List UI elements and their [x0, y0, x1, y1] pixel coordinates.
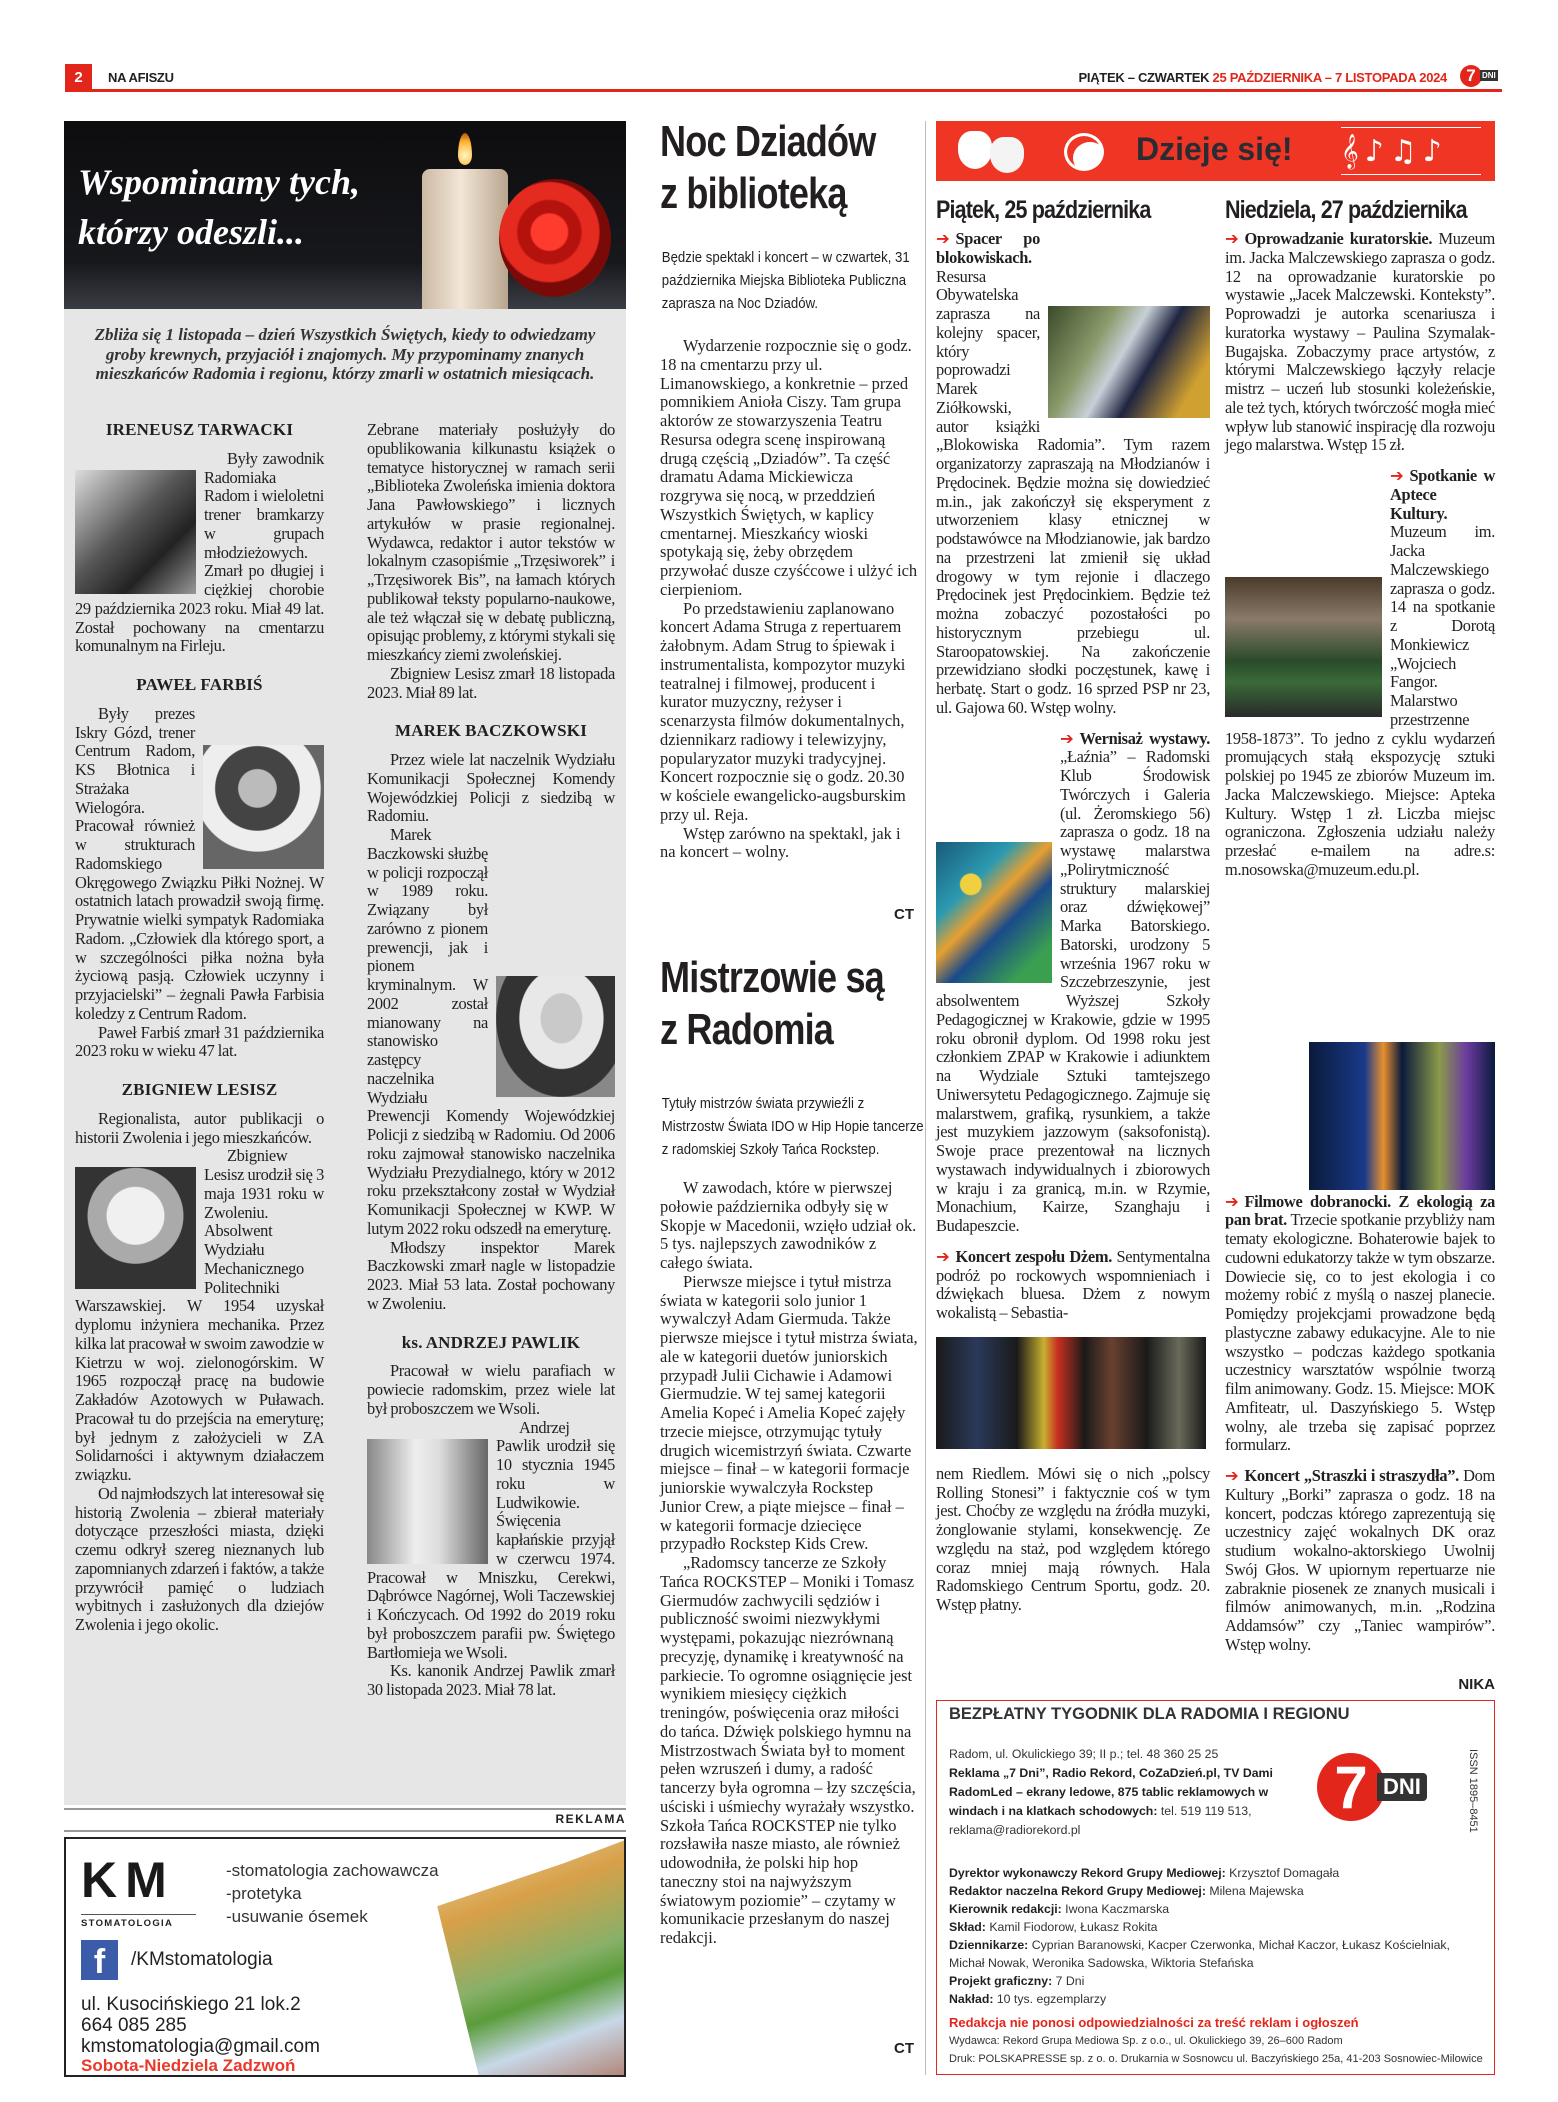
- staff-row: Dyrektor wykonawczy Rekord Grupy Mediowej: Krzysztof Domagała: [949, 1866, 1340, 1880]
- photo-andrzej-pawlik: [367, 1439, 488, 1564]
- event-text: Dom Kultury „Borki” zaprasza o godz. 18 na koncert, podczas którego zaprezentują się uczestnicy zajęć wokalnych DK oraz studium wokalno-aktorskiego Uwolnij Swój Głos. W upiornym repertuarze nie zabraknie piosenek ze znanych musicali i filmów animowanych, m.in. „Rodzina Addamsów” czy „Taniec wampirów”. Wstęp wolny.: [1225, 1466, 1495, 1654]
- obituary-text: Zebrane materiały posłużyły do opublikowania kilkunastu książek o tematyce historycznej w ramach serii „Biblioteka Zwoleńska imienia doktora Jana Pawłowskiego” i licznych artykułów w prasie regionalnej. Wydawca, redaktor i autor tekstów w lokalnym czasopiśmie „Trzęsiworek” i „Trzęsiworek Bis”, na łamach których publikował teksty popularno-naukowe, ale też włączał się w debatę publiczną, opisując problemy, z którymi stykali się mieszkańcy ziemi zwoleńskiej.: [367, 420, 615, 664]
- event-item: [1225, 230, 1495, 455]
- service-item: -usuwanie ósemek: [226, 1907, 368, 1926]
- event-item: [1225, 892, 1495, 1456]
- event-text: Trzecie spotkanie przybliży nam tematy ekologiczne. Bohaterowie bajek to cudowni edukatorzy także w tym obszarze. Dowiecie się, co to jest ekologia i co możemy robić z myślą o naszej planecie. Pomiędzy projekcjami prowadzone będą plastyczne zabawy edukacyjne. Ale to nie wszystko – podczas każdego spotkania uczestnicy warsztatów wspólnie tworzą film animowany. Godz. 15. Miejsce: MOK Amfiteatr, ul. Daszyńskiego 5. Wstęp wolny, ale trzeba się zapisać poprzez formularz.: [1225, 1210, 1495, 1455]
- obituary-text: Od najmłodszych lat interesował się historią Zwolenia – zbierał materiały dotyczące przeszłości miasta, dzięki czemu odkrył szereg nieznanych lub zapomnianych zdarzeń i faktów, a także przywrócił pamięć o ludziach wybitnych i zasłużonych dla dziejów Zwolenia i jego okolic.: [75, 1483, 324, 1634]
- advertising-info: Reklama „7 Dni”, Radio Rekord, CoZaDzień.pl, TV Dami RadomLed – ekrany ledowe, 875 tablic reklamowych w windach i na klatkach schodowych: tel. 519 119 513, reklama@radiorekord.pl: [949, 1766, 1273, 1837]
- memorial-column-b: [367, 421, 615, 1700]
- obituary-text: Przez wiele lat naczelnik Wydziału Komunikacji Społecznej Komendy Wojewódzkiej Policji z siedzibą w Radomiu.: [367, 750, 615, 826]
- issue-date-range: 25 PAŹDZIERNIKA – 7 LISTOPADA 2024: [1212, 70, 1447, 85]
- event-title: Spotkanie w Aptece Kultury.: [1390, 466, 1495, 523]
- ad-phone: 664 085 285: [81, 2015, 187, 2036]
- ad-label: REKLAMA: [555, 1812, 626, 1826]
- ad-divider: [64, 1830, 626, 1832]
- contact-block: [949, 1745, 1279, 1840]
- logo-text: DNI: [1482, 71, 1496, 80]
- arrow-icon: ➔: [1225, 1191, 1239, 1211]
- event-title: Koncert „Straszki i straszydła”.: [1244, 1466, 1459, 1485]
- facebook-icon: f: [81, 1940, 118, 1980]
- event-title: Filmowe dobranocki. Z ekologią za pan brat.: [1225, 1191, 1495, 1230]
- staff-row: Skład: Kamil Fiodorow, Łukasz Rokita: [949, 1920, 1158, 1934]
- event-title: Oprowadzanie kuratorskie.: [1244, 229, 1433, 248]
- friday-events: [936, 230, 1210, 1627]
- flame-icon: [458, 133, 472, 165]
- arrow-icon: ➔: [1225, 229, 1239, 248]
- music-notes-icon: 𝄞♪♫♪: [1341, 127, 1481, 175]
- dental-ad[interactable]: [64, 1837, 626, 2077]
- candle-icon: [422, 169, 508, 309]
- event-item: [936, 1248, 1210, 1615]
- event-item: [1225, 1467, 1495, 1655]
- photo-ireneusz-tarwacki: [75, 470, 196, 594]
- issue-dates: [1079, 70, 1447, 85]
- masthead-box: [936, 1700, 1495, 2075]
- event-text: Resursa Obywatelska zaprasza na kolejny spacer, który poprowadzi Marek Ziółkowski, autor książki „Blokowiska Radomia”. Tym razem organizatorzy zapraszają na Młodzianów i Prędocinek. Będzie można się dowiedzieć m.in., jak zakończył się eksperyment z utworzeniem klasy etnicznej w podstawówce na Młodzianowie, jak bardzo na przestrzeni lat zmienił się układ drogowy w tym rejonie i dlaczego Prędocinek jest Prędocinkiem. Będzie też można zobaczyć pozostałości po historycznym przebiegu ul. Staroopatowskiej. Na zakończenie przewidziano słodki poczęstunek, kawę i herbatę. Start o godz. 16 sprzed PSP nr 23, ul. Gajowa 60. Wstęp wolny.: [936, 266, 1210, 717]
- event-text: Sentymentalna podróż po rockowych wspomnieniach i dźwiękach bluesa. Dżem z nowym wokalistą – Sebastia-: [936, 1246, 1210, 1322]
- obituary-text: Andrzej Pawlik urodził się 10 stycznia 1945 roku w Ludwikowie. Święcenia kapłańskie przyjął w czerwcu 1974. Pracował w Mniszku, Cerekwi, Dąbrówce Nagórnej, Woli Taczewskiej i Kończycach. Od 1992 do 2019 roku był proboszczem parafii pw. Świętego Bartłomieja we Wsoli.: [367, 1417, 615, 1662]
- photo-painting: [936, 842, 1052, 983]
- staff-row: Redaktor naczelna Rekord Grupy Mediowej: Milena Majewska: [949, 1884, 1304, 1898]
- obituary-text: Były prezes Iskry Gózd, trener Centrum Radom, KS Błotnica i Strażaka Wielogóra. Pracował również w strukturach Radomskiego Okręgowego Związku Piłki Nożnej. W ostatnich latach prowadził swoją firmę. Prywatnie wielki sympatyk Radomiaka Radom. „Człowiek dla którego sport, a w szczególności piłka nożna była życiową pasją. Człowiek uczynny i przyjacielski” – żegnali Pawła Farbisia koledzy z Centrum Radom.: [75, 703, 324, 1023]
- rose-icon: [499, 179, 611, 297]
- ad-email[interactable]: kmstomatologia@gmail.com: [81, 2036, 320, 2057]
- obituary-text: Zbigniew Lesisz zmarł 18 listopada 2023. Miał 89 lat.: [367, 663, 615, 702]
- column-divider: [925, 121, 926, 2075]
- staff-list: [949, 1864, 1484, 2068]
- dzieje-sie-banner: [936, 121, 1495, 181]
- 7dni-logo: 7 DNI: [1317, 1753, 1437, 1823]
- name-heading: IRENEUSZ TARWACKI: [105, 420, 294, 439]
- noc-dziadow-article: [660, 116, 918, 862]
- obituary-text: Zbigniew Lesisz urodził się 3 maja 1931 roku w Zwoleniu. Absolwent Wydziału Mechanicznego Politechniki Warszawskiej. W 1954 uzyskał dyplomu inżyniera mechanika. Przez kilka lat pracował w swoim zawodzie w Kietrzu w woj. zielonogórskim. W 1965 rozpoczął pracę na budowie Zakładów Azotowych w Puławach. Pracował tu do przejścia na emeryturę; był jednym z założycieli w ZA Solidarności i aktywnym działaczem związku.: [75, 1146, 324, 1484]
- disclaimer: Redakcja nie ponosi odpowiedzialności za treść reklam i ogłoszeń: [949, 2015, 1359, 2030]
- mistrzowie-article: [660, 952, 924, 1948]
- memorial-column-a: [75, 421, 324, 1635]
- photo-zbigniew-lesisz: [75, 1167, 196, 1289]
- event-item: [936, 230, 1210, 718]
- arrow-icon: ➔: [1060, 728, 1074, 748]
- obituary-text: Paweł Farbiś zmarł 31 października 2023 roku w wieku 47 lat.: [75, 1022, 324, 1061]
- staff-row: Projekt graficzny: 7 Dni: [949, 1974, 1085, 1988]
- obituary-text: Marek Baczkowski służbę w policji rozpoczął w 1989 roku. Związany był zarówno z pionem prewencji, jak i pionem kryminalnym. W 2002 został mianowany na stanowisko zastępcy naczelnika Wydziału Prewencji Komendy Wojewódzkiej Policji z siedzibą w Radomiu. Od 2006 roku zajmował stanowisko naczelnika Wydziału Prezydialnego, który w 2012 roku przekształcony został w Wydział Komunikacji Społecznej w KWP. W lutym 2022 roku odszedł na emeryturę.: [367, 825, 615, 1238]
- publisher: Wydawca: Rekord Grupa Mediowa Sp. z o.o., ul. Okulickiego 39, 26–600 Radom: [949, 2035, 1343, 2047]
- section-name: NA AFISZU: [108, 70, 174, 85]
- address: Radom, ul. Okulickiego 39; II p.; tel. 48 360 25 25: [949, 1747, 1219, 1761]
- obituary-text: Pracował w wielu parafiach w powiecie radomskim, przez wiele lat był proboszczem we Wsoli.: [367, 1361, 615, 1418]
- 7dni-logo: [1460, 65, 1500, 89]
- building-photo: [416, 1839, 626, 2077]
- masthead-title: BEZPŁATNY TYGODNIK DLA RADOMIA I REGIONU: [949, 1705, 1350, 1723]
- service-item: -stomatologia zachowawcza: [226, 1861, 439, 1880]
- photo-filmowe-dobranocki: [1309, 1042, 1495, 1190]
- photo-apteka-kultury: [1225, 577, 1382, 717]
- name-heading: PAWEŁ FARBIŚ: [136, 675, 263, 694]
- ad-divider: [64, 1808, 626, 1810]
- printer: Druk: POLSKAPRESSE sp. z o. o. Drukarnia w Sosnowcu ul. Baczyńskiego 25a, 41-203 Sosnowiec-Milowice: [949, 2053, 1483, 2065]
- article-body: W zawodach, które w pierwszej połowie października odbyły się w Skopje w Macedonii, wzięło udział ok. 5 tys. najlepszych zawodników z całego świata. Pierwsze miejsce i tytuł mistrza świata w kategorii solo junior 1 wywalczył Adam Giermuda. Także pierwsze miejsce i tytuł mistrza świata, ale w kategorii duetów juniorskich przypadł Julii Cichawie i Adamowi Giermudzie. W tej samej kategorii Amelia Kopeć i Amelia Kopeć zajęły trzecie miejsce, otrzymując tytuły drugich wicemistrzyń świata. Czwarte miejsce – finał – w kategorii formacje juniorskie wywalczyła Rockstep Junior Crew, a piąte miejsce – finał – w kategorii formacje dziecięce przypadło Rockstep Kids Crew. „Radomscy tancerze ze Szkoły Tańca ROCKSTEP – Moniki i Tomasz Giermudów zachwycili sędziów i publiczność swoimi niezwykłymi występami, pokazując niezrównaną precyzję, dynamikę i kreatywność na parkiecie. To ogromne osiągnięcie jest wynikiem miesięcy ciężkich treningów, poświęcenia oraz miłości do tańca. Dźwięk polskiego hymnu na Mistrzostwach Świata był to moment pełen wzruszeń i dumy, a radość tancerzy była ogromna – łzy szczęścia, uściski i uśmiechy wyrażały wszystko. Szkoła Tańca ROCKSTEP nie tylko rozsławiła nasze miasto, ale również udowodniła, że polski hip hop taneczny stoi na najwyższym światowym poziomie” – czytamy w komunikacie przesłanym do naszej redakcji.: [660, 1178, 918, 1947]
- article-lead: Tytuły mistrzów świata przywieźli z Mistrzostw Świata IDO w Hip Hopie tancerze z radomskiej Szkoły Tańca Rockstep.: [661, 1095, 924, 1158]
- theatre-masks-icon: [958, 129, 1028, 173]
- km-logo: KM: [81, 1852, 175, 1908]
- event-item: [936, 730, 1210, 1236]
- event-text: „Łaźnia” – Radomski Klub Środowisk Twórczych i Galeria (ul. Żeromskiego 56) zaprasza o godz. 18 na wystawę malarstwa „Polirytmiczność struktury malarskiej oraz dźwiękowej” Marka Batorskiego. Batorski, urodzony 5 września 1967 roku w Szczebrzeszynie, jest absolwentem Wyższej Szkoły Pedagogicznej w Krakowie, gdzie w 1995 roku obronił dyplom. Od 1998 roku jest członkiem ZPAP w Krakowie i adiunktem na Wydziale Sztuki tamtejszego Uniwersytetu Pedagogicznego. Zajmuje się malarstwem, grafiką, rysunkiem, a także jest muzykiem jazzowym (saksofonistą). Swoje prace prezentował na licznych wystawach indywidualnych i zbiorowych w kraju i za granicą, m.in. w Rzymie, Monachium, Kairze, Szanghaju i Budapeszcie.: [936, 747, 1210, 1235]
- photo-pawel-farbis: [203, 745, 324, 869]
- event-title: Wernisaż wystawy.: [1079, 728, 1210, 748]
- article-signature: CT: [894, 2040, 914, 2057]
- obituary-text: Regionalista, autor publikacji o historii Zwolenia i jego mieszkańców.: [75, 1108, 324, 1147]
- km-logo-sub: STOMATOLOGIA: [81, 1914, 196, 1929]
- facebook-link[interactable]: /KMstomatologia: [131, 1949, 273, 1970]
- sunday-events: [1225, 230, 1495, 1667]
- article-title: Noc Dziadów z biblioteką: [660, 117, 876, 218]
- article-lead: Będzie spektakl i koncert – w czwartek, 31 października Miejska Biblioteka Publiczna zaprasza na Noc Dziadów.: [661, 249, 910, 312]
- article-title: Mistrzowie są z Radomia: [660, 953, 884, 1054]
- name-heading: MAREK BACZKOWSKI: [394, 721, 588, 741]
- obituary-text: Były zawodnik Radomiaka Radom i wieloletni trener bramkarzy w grupach młodzieżowych. Zmarł po długiej i ciężkiej chorobie 29 października 2023 roku. Miał 49 lat. Został pochowany na cmentarzu komunalnym na Firleju.: [75, 448, 324, 656]
- section-signature: NIKA: [1458, 1676, 1495, 1693]
- staff-row: Nakład: 10 tys. egzemplarzy: [949, 1992, 1107, 2006]
- event-text: Muzeum im. Jacka Malczewskiego zaprasza o godz. 12 na oprowadzanie kuratorskie po wystawie „Jacek Malczewski. Konteksty”. Poprowadzi je autorka scenariusza i kuratorka wystawy – Paulina Szymalak-Bugajska. Zobaczymy prace artystów, z którymi Malczewskiego łączyły relacje mistrz – uczeń lub stosunki koleżeńskie, ale też tych, których twórczość mogła mieć wpływ lub stanowić inspirację dla rozwoju jego malarstwa. Wstęp 15 zł.: [1225, 229, 1495, 455]
- event-item: [1225, 467, 1495, 880]
- page-header: [65, 64, 1502, 92]
- staff-row: Dziennikarze: Cyprian Baranowski, Kacper Czerwonka, Michał Kaczor, Łukasz Kościelniak, Michał Nowak, Weronika Sadowska, Wiktoria Stefańska: [949, 1938, 1450, 1970]
- services-list: [226, 1859, 439, 1928]
- photo-spacer: [1048, 306, 1210, 418]
- memorial-panel: [64, 121, 626, 1805]
- staff-row: Kierownik redakcji: Iwona Kaczmarska: [949, 1902, 1170, 1916]
- obituary-text: Ks. kanonik Andrzej Pawlik zmarł 30 listopada 2023. Miał 78 lat.: [367, 1661, 615, 1699]
- palette-icon: [1064, 133, 1104, 171]
- event-text: Muzeum im. Jacka Malczewskiego zaprasza o godz. 14 na spotkanie z Dorotą Monkiewicz „Wojciech Fangor. Malarstwo przestrzenne 1958-1873”. To jedno z cyklu wydarzeń promujących stałą ekspozycję sztuki polskiej po 1945 ze zbiorów Muzeum im. Jacka Malczewskiego. Miejsce: Apteka Kultury. Wstęp 1 zł. Liczba miejsc ograniczona. Zgłoszenia udziału należy przesłać e-mailem na adre.s: m.nosowska@muzeum.edu.pl.: [1225, 522, 1495, 879]
- photo-marek-baczkowski: [496, 976, 615, 1097]
- article-signature: CT: [894, 906, 914, 923]
- ad-address: ul. Kusocińskiego 21 lok.2: [81, 1994, 301, 2015]
- event-title: Spacer po blokowiskach.: [936, 229, 1040, 267]
- memorial-banner: [64, 121, 626, 309]
- arrow-icon: ➔: [1390, 466, 1404, 485]
- day-heading-friday: Piątek, 25 października: [936, 196, 1151, 224]
- arrow-icon: ➔: [1225, 1466, 1239, 1485]
- banner-title: Dzieje się!: [1136, 131, 1293, 167]
- obituary-text: Młodszy inspektor Marek Baczkowski zmarł nagle w listopadzie 2023. Miał 53 lata. Został pochowany w Zwoleniu.: [367, 1237, 615, 1313]
- issn: ISSN 1895–8451: [1467, 1749, 1479, 1833]
- logo-number: 7: [1460, 65, 1482, 87]
- banner-title: Wspominamy tych, którzy odeszli...: [78, 162, 361, 252]
- article-body: Wydarzenie rozpocznie się o godz. 18 na cmentarzu przy ul. Limanowskiego, a konkretnie – przed pomnikiem Anioła Ciszy. Tam grupa aktorów ze stowarzyszenia Teatru Resursa odegra scenę inspirowaną drugą częścią „Dziadów”. Ta część dramatu Adama Mickiewicza rozgrywa się nocą, w przeddzień Wszystkich Świętych, w kaplicy cmentarnej. Mieszkańcy wioski spotykają się, żeby obrzędem przywołać dusze czyśćcowe i ulżyć ich cierpieniom. Po przedstawieniu zaplanowano koncert Adama Struga z repertuarem żałobnym. Adam Strug to śpiewak i instrumentalista, kompozytor muzyki teatralnej i filmowej, producent i kurator muzyczny, reżyser i scenarzysta filmów dokumentalnych, dziennikarz radiowy i telewizyjny, popularyzator muzyki tradycyjnej. Koncert rozpocznie się o godz. 20.30 w kościele ewangelicko-augsburskim przy ul. Reja. Wstęp zarówno na spektakl, jak i na koncert – wolny.: [660, 336, 918, 862]
- issue-days: PIĄTEK – CZWARTEK: [1078, 70, 1210, 85]
- day-heading-sunday: Niedziela, 27 października: [1225, 196, 1467, 224]
- arrow-icon: ➔: [936, 229, 950, 248]
- service-item: -protetyka: [226, 1884, 302, 1903]
- name-heading: ZBIGNIEW LESISZ: [121, 1080, 278, 1099]
- memorial-intro: Zbliża się 1 listopada – dzień Wszystkich Świętych, kiedy to odwiedzamy groby krewnych, przyjaciół i znajomych. My przypominamy znanych mieszkańców Radomia i regionu, którzy zmarli w ostatnich miesiącach.: [94, 325, 596, 383]
- arrow-icon: ➔: [936, 1246, 950, 1266]
- name-heading: ks. ANDRZEJ PAWLIK: [401, 1332, 581, 1352]
- photo-dzem-band: [936, 1337, 1206, 1449]
- page-number: 2: [65, 64, 92, 92]
- event-title: Koncert zespołu Dżem.: [955, 1246, 1113, 1266]
- ad-weekend: Sobota-Niedziela Zadzwoń: [81, 2056, 296, 2075]
- event-text: nem Riedlem. Mówi się o nich „polscy Rolling Stonesi” i faktycznie coś w tym jest. Choćby ze względu na źródła muzyki, żonglowanie stylami, konsekwencję. Ze względu na staż, pod względem którego coraz mniej mają równych. Hala Radomskiego Centrum Sportu, godz. 20. Wstęp płatny.: [936, 1463, 1210, 1614]
